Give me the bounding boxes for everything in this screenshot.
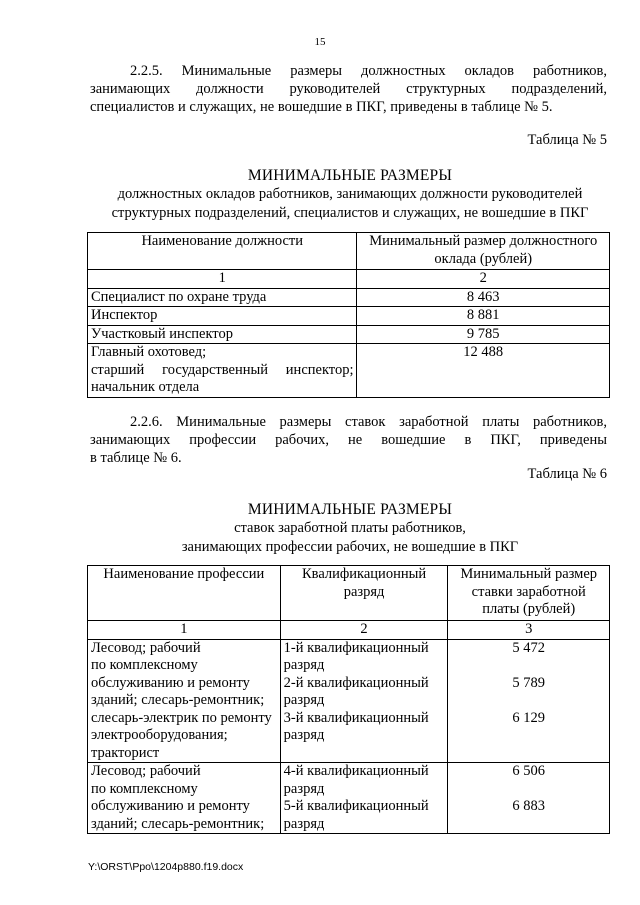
table-6-title: МИНИМАЛЬНЫЕ РАЗМЕРЫ — [247, 501, 453, 518]
grade-line: 1-й квалификационный — [283, 639, 429, 656]
header-profession: Наименование профессии — [88, 566, 281, 621]
position-line: Главный охотовед; — [91, 344, 207, 360]
grade-line: разряд — [283, 780, 325, 797]
table-header-row — [88, 233, 610, 270]
paragraph-line: специалистов и служащих, не вошедшие в ПКГ, приведены в таблице № 5. — [90, 99, 553, 115]
grade-line: 2-й квалификационный — [283, 674, 429, 691]
profession-line: электрооборудования; — [91, 727, 228, 743]
profession-line: Лесовод; рабочий — [91, 763, 201, 779]
profession-cell — [88, 639, 281, 763]
grade-cell — [280, 763, 448, 834]
grade-line: разряд — [283, 692, 325, 708]
paragraph-line: 2.2.5. Минимальные размеры должностных окладов работников, — [130, 63, 607, 79]
column-number-row — [88, 621, 610, 640]
position-cell: Инспектор — [88, 307, 357, 326]
header-salary — [357, 233, 610, 270]
column-number: 2 — [280, 621, 448, 640]
table-row — [88, 325, 610, 344]
column-number: 2 — [357, 270, 610, 289]
table-row — [88, 344, 610, 398]
rate-value: 6 129 — [512, 709, 546, 726]
paragraph-line: занимающих профессии рабочих, не вошедшие в ПКГ, приведены — [90, 432, 607, 448]
grade-line: разряд — [283, 815, 325, 832]
table-row — [88, 639, 610, 763]
table-6-subtitle-line: ставок заработной платы работников, — [234, 520, 466, 536]
profession-line: по комплексному — [91, 780, 198, 797]
header-line: платы (рублей) — [482, 601, 576, 617]
grade-line: 3-й квалификационный — [283, 709, 429, 726]
column-number: 1 — [88, 621, 281, 640]
grade-line: разряд — [283, 727, 325, 743]
salary-cell: 12 488 — [357, 344, 610, 398]
rate-value: 5 472 — [512, 639, 546, 656]
grade-line: 4-й квалификационный — [283, 763, 429, 779]
position-cell: Участковый инспектор — [88, 325, 357, 344]
rate-cell — [448, 763, 610, 834]
footer-file-path: Y:\ORST\Ppo\1204p880.f19.docx — [88, 861, 244, 873]
profession-line: по комплексному — [91, 657, 198, 673]
header-line: разряд — [343, 583, 385, 600]
rate-value: 6 506 — [512, 763, 546, 779]
profession-line: обслуживанию и ремонту — [91, 798, 250, 814]
grade-cell — [280, 639, 448, 763]
column-number: 1 — [88, 270, 357, 289]
grade-line: разряд — [283, 657, 325, 673]
position-cell: Специалист по охране труда — [88, 288, 357, 307]
paragraph-line: в таблице № 6. — [90, 450, 182, 466]
table-5-caption: Таблица № 5 — [527, 132, 607, 148]
rate-spacer — [451, 781, 606, 799]
rate-value: 6 883 — [512, 798, 546, 814]
table-row — [88, 763, 610, 834]
table-6-heading — [55, 500, 640, 557]
profession-line: слесарь-электрик по ремонту — [91, 709, 272, 726]
position-line: начальник отдела — [91, 379, 200, 395]
table-6-subtitle-line: занимающих профессии рабочих, не вошедшие в ПКГ — [181, 539, 519, 555]
rate-spacer — [451, 692, 606, 710]
column-number: 3 — [448, 621, 610, 640]
table-5-subtitle-line: должностных окладов работников, занимающих должности руководителей — [117, 186, 583, 202]
table-5-subtitle-line: структурных подразделений, специалистов и служащих, не вошедшие в ПКГ — [111, 205, 589, 221]
column-number-row — [88, 270, 610, 289]
salary-cell: 8 881 — [357, 307, 610, 326]
header-position: Наименование должности — [88, 233, 357, 270]
table-5-title: МИНИМАЛЬНЫЕ РАЗМЕРЫ — [247, 167, 453, 184]
paragraph-2-2-5 — [90, 62, 607, 116]
header-rate — [448, 566, 610, 621]
grade-line: 5-й квалификационный — [283, 798, 429, 814]
header-line: Минимальный размер — [460, 566, 598, 582]
salary-cell: 8 463 — [357, 288, 610, 307]
header-line: ставки заработной — [471, 583, 586, 600]
position-line: старший государственный инспектор; — [91, 361, 354, 378]
header-line: Квалификационный — [302, 566, 427, 582]
profession-cell — [88, 763, 281, 834]
table-5-heading — [55, 166, 640, 223]
paragraph-line: 2.2.6. Минимальные размеры ставок заработной платы работников, — [130, 414, 607, 430]
table-5 — [87, 232, 610, 398]
table-6 — [87, 565, 610, 834]
page-number: 15 — [314, 36, 326, 48]
rate-spacer — [451, 657, 606, 675]
rate-value: 5 789 — [512, 674, 546, 691]
table-row — [88, 288, 610, 307]
header-line: Минимальный размер должностного — [369, 233, 598, 249]
profession-line: тракторист — [91, 744, 160, 761]
rate-cell — [448, 639, 610, 763]
header-grade — [280, 566, 448, 621]
profession-line: обслуживанию и ремонту — [91, 674, 250, 691]
header-line: оклада (рублей) — [434, 250, 533, 267]
profession-line: Лесовод; рабочий — [91, 639, 201, 656]
profession-line: зданий; слесарь-ремонтник; — [91, 692, 265, 708]
position-cell — [88, 344, 357, 398]
table-6-caption: Таблица № 6 — [527, 466, 607, 482]
table-row — [88, 307, 610, 326]
paragraph-line: занимающих должности руководителей структурных подразделений, — [90, 81, 607, 97]
salary-cell: 9 785 — [357, 325, 610, 344]
profession-line: зданий; слесарь-ремонтник; — [91, 815, 265, 832]
paragraph-2-2-6 — [90, 413, 607, 467]
table-header-row — [88, 566, 610, 621]
